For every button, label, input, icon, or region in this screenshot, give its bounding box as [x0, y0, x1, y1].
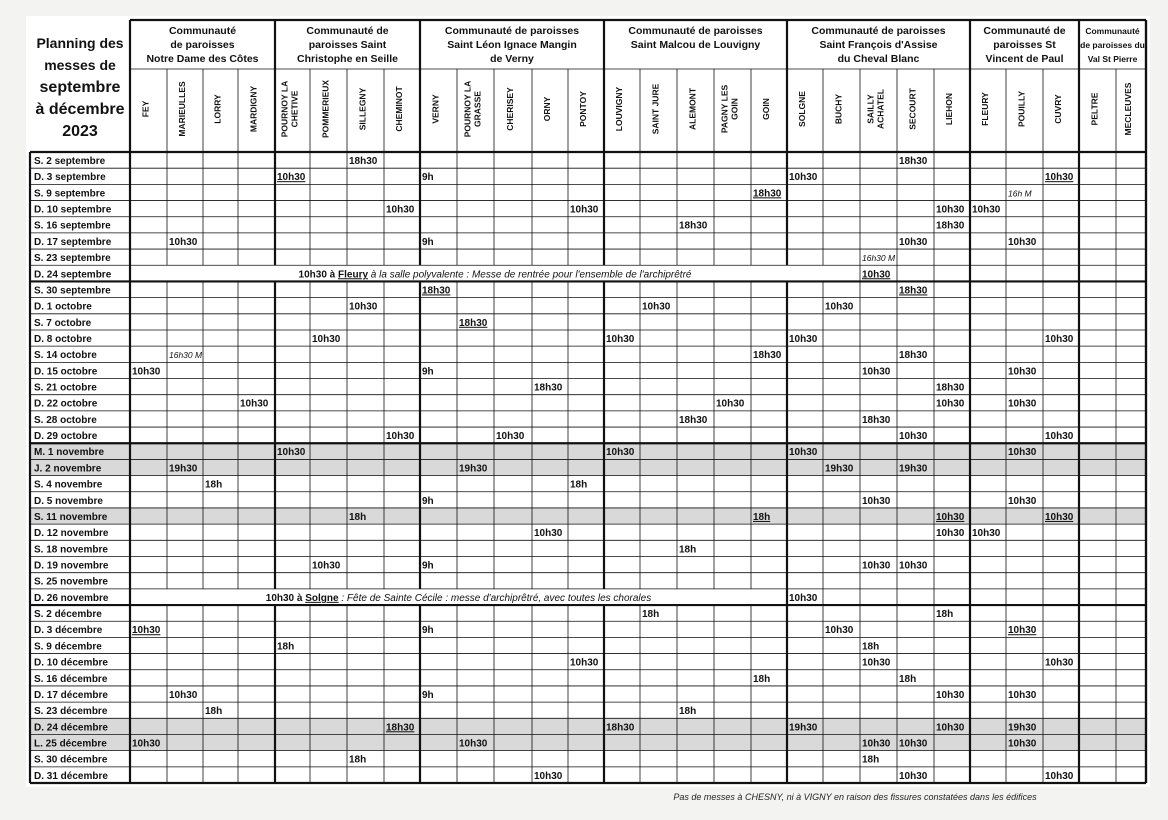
mass-time: 10h30	[862, 657, 891, 669]
parish-name: POURNOY LA	[279, 80, 290, 138]
mass-time: 9h	[422, 495, 434, 507]
mass-time: 19h30	[899, 463, 928, 475]
parish-column-header	[213, 94, 223, 124]
mass-time: 19h30	[169, 463, 198, 475]
mass-time: 10h30	[496, 431, 525, 443]
parish-name: GRASSE	[472, 91, 483, 127]
row-date: S. 2 décembre	[34, 609, 102, 621]
community-header	[297, 25, 398, 65]
parish-name: ORNY	[542, 96, 552, 122]
mass-time: 10h30	[936, 689, 965, 701]
mass-time: 9h	[422, 625, 434, 637]
community-name-line: Communauté	[168, 25, 237, 37]
mass-time: 9h	[422, 560, 434, 572]
mass-time: 18h30	[899, 285, 928, 297]
mass-time: 18h30	[534, 382, 563, 394]
parish-name: FLEURY	[980, 92, 990, 126]
community-name-line: paroisses Saint	[308, 39, 387, 51]
title-line: septembre	[39, 79, 121, 96]
parish-name: LOUVIGNY	[614, 86, 624, 132]
parish-column-header	[1090, 92, 1100, 125]
community-name-line: Communauté de paroisses	[444, 25, 580, 37]
mass-time: 10h30	[349, 301, 378, 313]
parish-name: CHEMINOT	[394, 86, 404, 132]
mass-time: 19h30	[825, 463, 854, 475]
parish-column-header	[614, 86, 624, 131]
mass-time: 10h30	[899, 738, 928, 750]
row-date: S. 25 novembre	[34, 576, 108, 588]
parish-name: GOIN	[729, 98, 740, 120]
mass-time: 10h30	[312, 333, 341, 345]
row-date: J. 2 novembre	[34, 463, 102, 475]
mass-time: 18h	[862, 754, 880, 766]
parish-column-header	[980, 92, 990, 126]
banner-text: 10h30 à Solgne : Fête de Sainte Cécile : messe d'archiprêtré, avec toutes les chorales	[265, 592, 652, 604]
mass-time: 10h30	[606, 333, 635, 345]
mass-time: 18h	[753, 511, 771, 523]
parish-column-header	[542, 96, 552, 121]
mass-time: 10h30	[1008, 625, 1037, 637]
footnote: Pas de messes à CHESNY, ni à VIGNY en raison des fissures constatées dans les édifices	[673, 792, 1037, 802]
mass-time: 18h30	[679, 414, 708, 426]
mass-time: 10h30	[1045, 333, 1074, 345]
row-date: D. 26 novembre	[34, 592, 109, 604]
mass-time: 10h30	[862, 269, 891, 281]
row-date: L. 25 décembre	[34, 738, 107, 750]
mass-time: 10h30	[716, 398, 745, 410]
parish-name: POUILLY	[1016, 90, 1027, 128]
shaded-row	[30, 508, 1146, 524]
mass-time: 19h30	[459, 463, 488, 475]
shaded-row	[30, 443, 1146, 459]
row-date: D. 5 novembre	[34, 495, 103, 507]
mass-time: 10h30	[240, 398, 269, 410]
mass-time: 10h30	[312, 560, 341, 572]
mass-time: 18h	[205, 479, 223, 491]
title-line: 2023	[62, 123, 98, 140]
parish-name: MARIEULLES	[177, 81, 187, 137]
mass-time: 9h	[422, 689, 434, 701]
row-date: D. 15 octobre	[34, 366, 98, 378]
parish-name: LORRY	[212, 94, 223, 124]
mass-time: 18h30	[899, 156, 928, 167]
mass-time: 10h30	[862, 738, 891, 750]
mass-time: 19h30	[1008, 722, 1037, 734]
community-name-line: Val St Pierre	[1087, 54, 1138, 64]
shaded-row	[30, 718, 1146, 734]
banner-text: 10h30 à Fleury à la salle polyvalente : Messe de rentrée pour l'ensemble de l'archiprêtré	[298, 269, 692, 281]
mass-time: 10h30	[789, 172, 818, 184]
sheet-paper	[26, 16, 1150, 787]
parish-column-header	[1123, 82, 1133, 135]
mass-time: 10h30	[899, 560, 928, 572]
mass-time: 10h30	[862, 366, 891, 378]
parish-name: SAINT JURE	[650, 83, 661, 135]
community-name-line: de paroisses	[170, 39, 235, 51]
parish-name: POURNOY LA	[462, 80, 473, 138]
mass-time: 10h30	[132, 625, 161, 637]
community-name-line: Saint Malcou de Louvigny	[630, 39, 761, 51]
mass-time: 18h	[277, 641, 295, 653]
mass-time: 10h30	[132, 738, 161, 750]
row-date: S. 28 octobre	[34, 414, 97, 426]
mass-time: 10h30	[534, 528, 563, 540]
mass-time: 18h30	[349, 156, 378, 167]
mass-time: 10h30	[789, 333, 818, 345]
mass-time: 10h30	[1008, 495, 1037, 507]
parish-name: PELTRE	[1089, 92, 1100, 126]
mass-time: 10h30	[936, 204, 965, 216]
mass-time: 10h30	[534, 770, 563, 782]
parish-name: POMMERIEUX	[320, 79, 331, 139]
parish-column-header	[578, 91, 588, 127]
mass-time: 18h30	[386, 722, 415, 734]
row-date: S. 21 octobre	[34, 382, 97, 394]
parish-column-header	[394, 86, 404, 132]
row-date: D. 3 septembre	[34, 172, 106, 184]
parish-column-header	[141, 100, 151, 117]
mass-time: 18h	[570, 479, 588, 491]
mass-time: 18h	[679, 544, 697, 556]
shaded-row	[30, 734, 1146, 750]
community-name-line: paroisses St	[993, 39, 1056, 51]
row-date: S. 2 septembre	[34, 156, 106, 167]
mass-time: 9h	[422, 172, 434, 184]
row-date: M. 1 novembre	[34, 447, 105, 459]
mass-time: 18h	[642, 609, 660, 621]
parish-name: BUCHY	[833, 93, 844, 125]
mass-time: 18h	[205, 706, 223, 718]
row-date: D. 19 novembre	[34, 560, 109, 572]
parish-column-header	[834, 94, 844, 125]
mass-time: 10h30	[1008, 447, 1037, 459]
mass-time: 10h30	[936, 722, 965, 734]
mass-time: 10h30	[606, 447, 635, 459]
row-date: D. 3 décembre	[34, 625, 103, 637]
row-date: S. 30 septembre	[34, 285, 111, 297]
mass-time: 18h30	[899, 350, 928, 362]
community-name-line: Notre Dame des Côtes	[146, 53, 259, 65]
parish-name: LIEHON	[944, 92, 954, 126]
row-date: S. 14 octobre	[34, 350, 97, 362]
mass-time: 10h30	[936, 398, 965, 410]
community-header	[983, 25, 1065, 65]
row-date: D. 17 décembre	[34, 689, 108, 701]
row-date: S. 7 octobre	[34, 317, 92, 329]
mass-time: 9h	[422, 236, 434, 248]
community-name-line: Communauté de	[306, 25, 389, 37]
row-date: D. 17 septembre	[34, 236, 112, 248]
mass-time: 10h30	[1008, 689, 1037, 701]
community-name-line: Communauté de	[983, 25, 1066, 37]
row-date: D. 12 novembre	[34, 528, 109, 540]
parish-column-header	[866, 89, 886, 129]
mass-time: 10h30	[936, 528, 965, 540]
parish-name: SOLGNE	[797, 91, 807, 127]
title-line: Planning des	[36, 35, 124, 51]
row-date: D. 31 décembre	[34, 770, 108, 782]
row-date: S. 30 décembre	[34, 754, 108, 766]
mass-time: 16h30 M	[862, 253, 896, 264]
parish-column-header	[1017, 91, 1027, 127]
mass-time: 10h30	[899, 431, 928, 443]
mass-time: 18h30	[422, 285, 451, 297]
parish-name: ACHATEL	[875, 89, 886, 129]
parish-column-header	[321, 80, 331, 138]
mass-time: 18h	[753, 673, 771, 685]
row-date: S. 16 septembre	[34, 220, 111, 232]
mass-time: 10h30	[1008, 236, 1037, 248]
row-date: D. 22 octobre	[34, 398, 98, 410]
mass-time: 18h30	[862, 414, 891, 426]
community-name-line: Communauté de paroisses	[811, 25, 946, 37]
community-name-line: Communauté	[1085, 26, 1140, 36]
parish-name: MECLEUVES	[1123, 82, 1133, 136]
mass-time: 18h	[862, 641, 880, 653]
parish-name: CHETIVE	[289, 90, 300, 128]
mass-time: 10h30	[972, 204, 1001, 216]
mass-time: 18h	[936, 609, 954, 621]
mass-time: 10h30	[1045, 770, 1074, 782]
parish-name: FEY	[140, 100, 151, 118]
parish-column-header	[1053, 94, 1063, 124]
mass-time: 10h30	[169, 236, 198, 248]
mass-time: 18h30	[753, 188, 782, 200]
mass-time: 10h30	[386, 431, 415, 443]
mass-time: 16h30 M	[169, 350, 203, 361]
parish-name: PONTOY	[578, 91, 588, 127]
mass-time: 18h30	[679, 220, 708, 232]
row-date: S. 9 décembre	[34, 641, 102, 653]
mass-time: 10h30	[789, 592, 818, 604]
mass-time: 10h30	[1008, 398, 1037, 410]
community-name-line: Saint Léon Ignace Mangin	[447, 39, 577, 51]
community-name-line: Christophe en Seille	[297, 53, 398, 65]
mass-time: 10h30	[132, 366, 161, 378]
mass-time: 18h30	[753, 350, 782, 362]
mass-time: 10h30	[862, 495, 891, 507]
parish-column-header	[651, 83, 661, 134]
row-date: D. 29 octobre	[34, 431, 98, 443]
parish-column-header	[761, 98, 771, 120]
mass-time: 10h30	[825, 301, 854, 313]
mass-time: 10h30	[1008, 366, 1037, 378]
mass-time: 10h30	[277, 172, 306, 184]
parish-column-header	[249, 86, 259, 133]
parish-name: SAILLY	[865, 94, 876, 124]
shaded-row	[30, 459, 1146, 475]
mass-time: 10h30	[386, 204, 415, 216]
mass-time: 10h30	[899, 770, 928, 782]
community-name-line: Vincent de Paul	[985, 53, 1064, 65]
parish-column-header	[908, 87, 918, 129]
mass-time: 18h	[679, 706, 697, 718]
row-date: S. 23 décembre	[34, 706, 108, 718]
parish-name: VERNY	[430, 94, 441, 124]
community-name-line: de paroisses du	[1080, 40, 1145, 50]
mass-time: 10h30	[972, 528, 1001, 540]
mass-time: 10h30	[642, 301, 671, 313]
mass-time: 10h30	[862, 560, 891, 572]
mass-time: 10h30	[825, 625, 854, 637]
mass-time: 18h30	[936, 220, 965, 232]
mass-time: 18h	[899, 673, 917, 685]
mass-time: 16h M	[1008, 188, 1032, 199]
mass-time: 10h30	[936, 511, 965, 523]
row-date: D. 8 octobre	[34, 333, 92, 345]
row-date: D. 24 septembre	[34, 269, 112, 281]
community-name-line: du Cheval Blanc	[837, 53, 920, 65]
parish-name: CHERISEY	[505, 87, 515, 131]
parish-column-header	[797, 91, 807, 127]
parish-column-header	[431, 94, 441, 124]
row-date: S. 11 novembre	[34, 511, 108, 523]
community-name-line: Communauté de paroisses	[628, 25, 763, 37]
mass-time: 10h30	[899, 236, 928, 248]
parish-column-header	[505, 87, 515, 131]
parish-column-header	[177, 81, 187, 137]
row-date: S. 4 novembre	[34, 479, 103, 491]
mass-time: 10h30	[1045, 511, 1074, 523]
row-date: D. 1 octobre	[34, 301, 92, 313]
schedule-row	[34, 577, 108, 588]
mass-time: 18h30	[459, 317, 488, 329]
row-date: S. 16 décembre	[34, 673, 108, 685]
mass-time: 10h30	[570, 657, 599, 669]
parish-name: ALEMONT	[687, 87, 698, 131]
mass-time: 18h	[349, 511, 367, 523]
mass-time: 18h30	[936, 382, 965, 394]
title-line: messes de	[44, 57, 116, 73]
parish-name: SILLEGNY	[357, 87, 368, 131]
parish-name: MARDIGNY	[248, 85, 259, 133]
mass-time: 10h30	[459, 738, 488, 750]
row-date: D. 24 décembre	[34, 722, 108, 734]
community-name-line: de Verny	[490, 53, 534, 65]
mass-time: 10h30	[1045, 657, 1074, 669]
parish-name: CUVRY	[1053, 94, 1063, 124]
parish-name: SECOURT	[907, 88, 918, 130]
row-date: D. 10 décembre	[34, 657, 108, 669]
mass-time: 10h30	[1045, 431, 1074, 443]
parish-column-header	[358, 87, 368, 130]
row-date: S. 9 septembre	[34, 188, 106, 200]
row-date: S. 23 septembre	[34, 253, 111, 265]
community-name-line: Saint François d'Assise	[819, 39, 938, 51]
mass-time: 10h30	[1008, 738, 1037, 750]
mass-time: 9h	[422, 366, 434, 378]
mass-time: 10h30	[169, 689, 198, 701]
parish-name: GOIN	[761, 98, 771, 120]
row-date: S. 18 novembre	[34, 544, 108, 556]
mass-time: 10h30	[789, 447, 818, 459]
parish-column-header	[944, 93, 954, 125]
community-header	[1080, 26, 1145, 64]
mass-time: 18h	[349, 754, 367, 766]
mass-time: 18h30	[606, 722, 635, 734]
mass-time: 10h30	[570, 204, 599, 216]
mass-time: 19h30	[789, 722, 818, 734]
title-line: à décembre	[35, 101, 125, 118]
mass-time: 10h30	[1045, 172, 1074, 184]
row-date: D. 10 septembre	[34, 204, 112, 216]
mass-time: 10h30	[277, 447, 306, 459]
parish-name: PAGNY LES	[719, 84, 730, 134]
parish-column-header	[688, 87, 698, 130]
